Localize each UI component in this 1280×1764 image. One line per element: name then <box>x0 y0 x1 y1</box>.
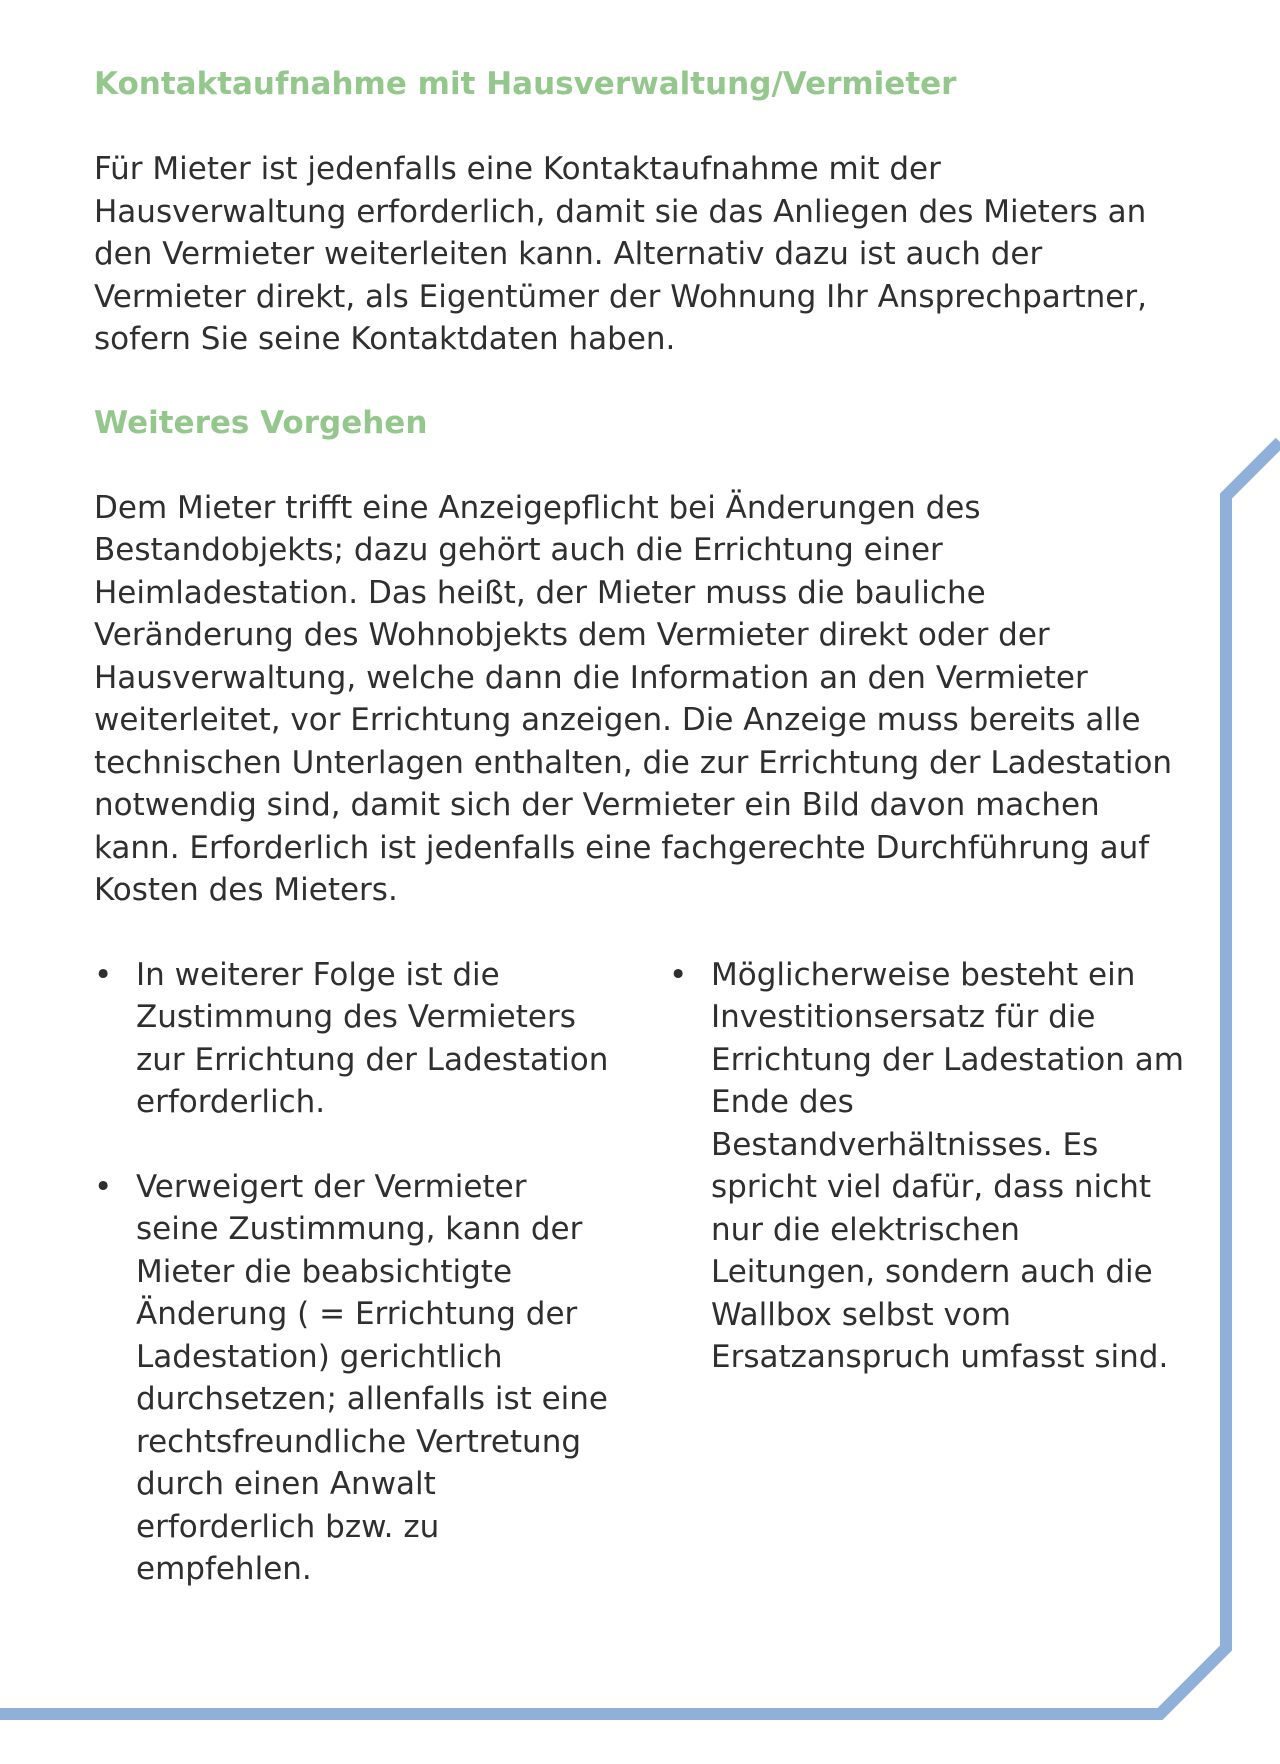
list-item <box>94 1166 609 1591</box>
section-heading-kontaktaufnahme: Kontaktaufnahme mit Hausverwaltung/Vermieter <box>94 66 957 102</box>
bullet-column-right <box>669 954 1184 1591</box>
bullet-list-left <box>94 954 609 1591</box>
section-paragraph-weiteres-vorgehen: Dem Mieter trifft eine Anzeigepflicht bei Änderungen des Bestandobjekts; dazu gehört auch die Errichtung einer Heimladestation. Das heißt, der Mieter muss die bauliche Veränderung des Wohnobjekts dem Vermieter direkt oder der Hausverwaltung, welche dann die Information an den Vermieter weiterleitet, vor Errichtung anzeigen. Die Anzeige muss bereits alle technischen Unterlagen enthalten, die zur Errichtung der Ladestation notwendig sind, damit sich der Vermieter ein Bild davon machen kann. Erforderlich ist jedenfalls eine fachgerechte Durchführung auf Kosten des Mieters. <box>94 489 1173 908</box>
list-item <box>669 954 1184 1379</box>
bullet-marker: • <box>669 956 688 993</box>
bullet-marker: • <box>94 956 113 993</box>
document-content <box>94 60 1184 1591</box>
list-item-text: In weiterer Folge ist die Zustimmung des Vermieters zur Errichtung der Ladestation erforderlich. <box>136 956 609 1120</box>
bullet-column-left <box>94 954 609 1591</box>
list-item <box>94 954 609 1124</box>
bullet-list-right <box>669 954 1184 1379</box>
list-item-text: Verweigert der Vermieter seine Zustimmung, kann der Mieter die beabsichtigte Änderung ( = Errichtung der Ladestation) gerichtlich durchsetzen; allenfalls ist eine rechtsfreundliche Vertretung durch einen Anwalt erforderlich bzw. zu empfehlen. <box>136 1168 609 1587</box>
bullet-marker: • <box>94 1168 113 1205</box>
bullet-columns <box>94 954 1184 1591</box>
section-paragraph-kontaktaufnahme: Für Mieter ist jedenfalls eine Kontaktaufnahme mit der Hausverwaltung erforderlich, damit sie das Anliegen des Mieters an den Vermieter weiterleiten kann. Alternativ dazu ist auch der Vermieter direkt, als Eigentümer der Wohnung Ihr Ansprechpartner, sofern Sie seine Kontaktdaten haben. <box>94 151 1147 357</box>
list-item-text: Möglicherweise besteht ein Investitionsersatz für die Errichtung der Ladestation am Ende des Bestandverhältnisses. Es spricht viel dafür, dass nicht nur die elektrischen Leitungen, sondern auch die Wallbox selbst vom Ersatzanspruch umfasst sind. <box>711 956 1184 1375</box>
section-heading-weiteres-vorgehen: Weiteres Vorgehen <box>94 404 428 441</box>
